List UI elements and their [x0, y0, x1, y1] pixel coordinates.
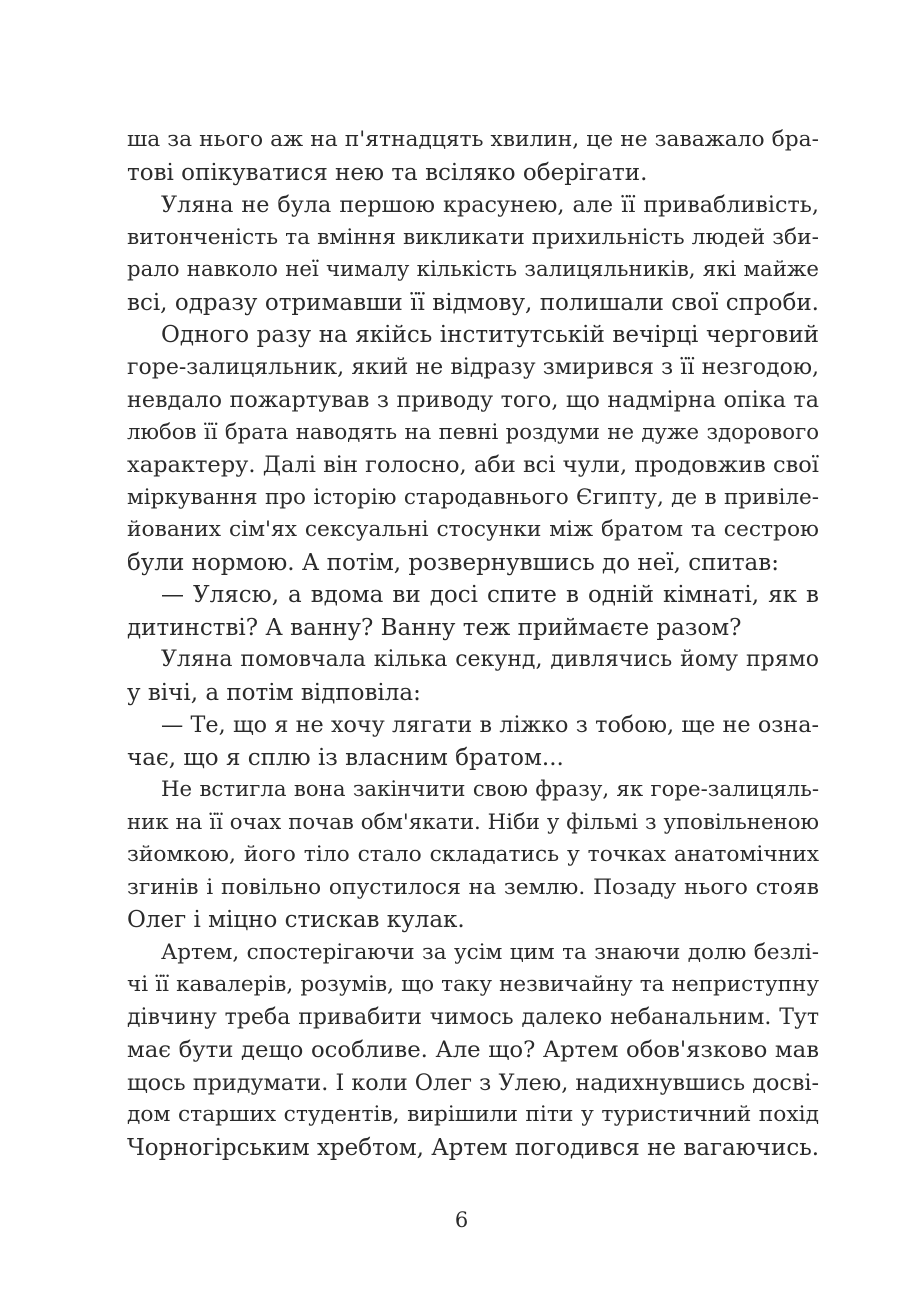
text-line: рало навколо неї чималу кількість залицяльників, які майже: [127, 257, 819, 282]
text-line: характеру. Далі він голосно, аби всі чули, продовжив свої: [127, 452, 819, 478]
text-line: любов її брата наводять на певні роздуми не дуже здорового: [127, 419, 819, 445]
text-line: невдало пожартував з приводу того, що надмірна опіка та: [127, 387, 819, 413]
text-line: дом старших студентів, вирішили піти у туристичний похід: [127, 1102, 819, 1127]
text-line: — Улясю, а вдома ви досі спите в одній кімнаті, як в: [161, 582, 819, 608]
text-line: Уляна не була першою красунею, але її привабливість,: [161, 192, 819, 218]
text-line: міркування про історію стародавнього Єгипту, де в привіле-: [127, 484, 819, 510]
page-number: 6: [454, 1208, 469, 1232]
text-line: ша за нього аж на п'ятнадцять хвилин, це не заважало бра-: [127, 127, 819, 152]
text-line: згинів і повільно опустилося на землю. Позаду нього стояв: [127, 874, 819, 900]
text-line: горе-залицяльник, який не відразу змирився з її незгодою,: [127, 354, 819, 380]
text-line: Одного разу на якійсь інститутській вечірці черговий: [161, 322, 819, 348]
text-line: дитинстві? А ванну? Ванну теж приймаєте разом?: [127, 614, 742, 641]
text-line: витонченість та вміння викликати прихильність людей зби-: [127, 224, 819, 250]
text-line: Не встигла вона закінчити свою фразу, як горе-залицяль-: [161, 777, 819, 802]
text-line: Чорногірським хребтом, Артем погодився не вагаючись.: [127, 1134, 820, 1161]
text-line: — Те, що я не хочу лягати в ліжко з тобою, ще не озна-: [161, 712, 819, 738]
body-text: [127, 124, 819, 1164]
text-line: зйомкою, його тіло стало складатись у точках анатомічних: [127, 842, 819, 867]
text-line: ник на її очах почав обм'якати. Ніби у фільмі з уповільненою: [127, 809, 819, 835]
text-line: дівчину треба привабити чимось далеко небанальним. Тут: [127, 1004, 819, 1030]
text-line: має бути дещо особливе. Але що? Артем обов'язково мав: [127, 1037, 819, 1063]
text-line: всі, одразу отримавши її відмову, полишали свої спроби.: [127, 289, 819, 316]
text-line: у вічі, а потім відповіла:: [127, 679, 421, 706]
text-line: щось придумати. І коли Олег з Улею, надихнувшись досві-: [127, 1069, 819, 1096]
text-line: чає, що я сплю із власним братом...: [127, 744, 564, 771]
text-line: були нормою. А потім, розвернувшись до неї, спитав:: [127, 549, 779, 576]
text-line: Олег і міцно стискав кулак.: [127, 907, 465, 933]
text-line: чі її кавалерів, розумів, що таку незвичайну та неприступну: [127, 972, 819, 997]
text-line: тові опікуватися нею та всіляко оберігати.: [127, 159, 648, 186]
text-line: Уляна помовчала кілька секунд, дивлячись йому прямо: [161, 647, 819, 672]
text-line: Артем, спостерігаючи за усім цим та знаючи долю безлі-: [161, 939, 819, 965]
text-line: йованих сім'ях сексуальні стосунки між братом та сестрою: [127, 517, 819, 542]
